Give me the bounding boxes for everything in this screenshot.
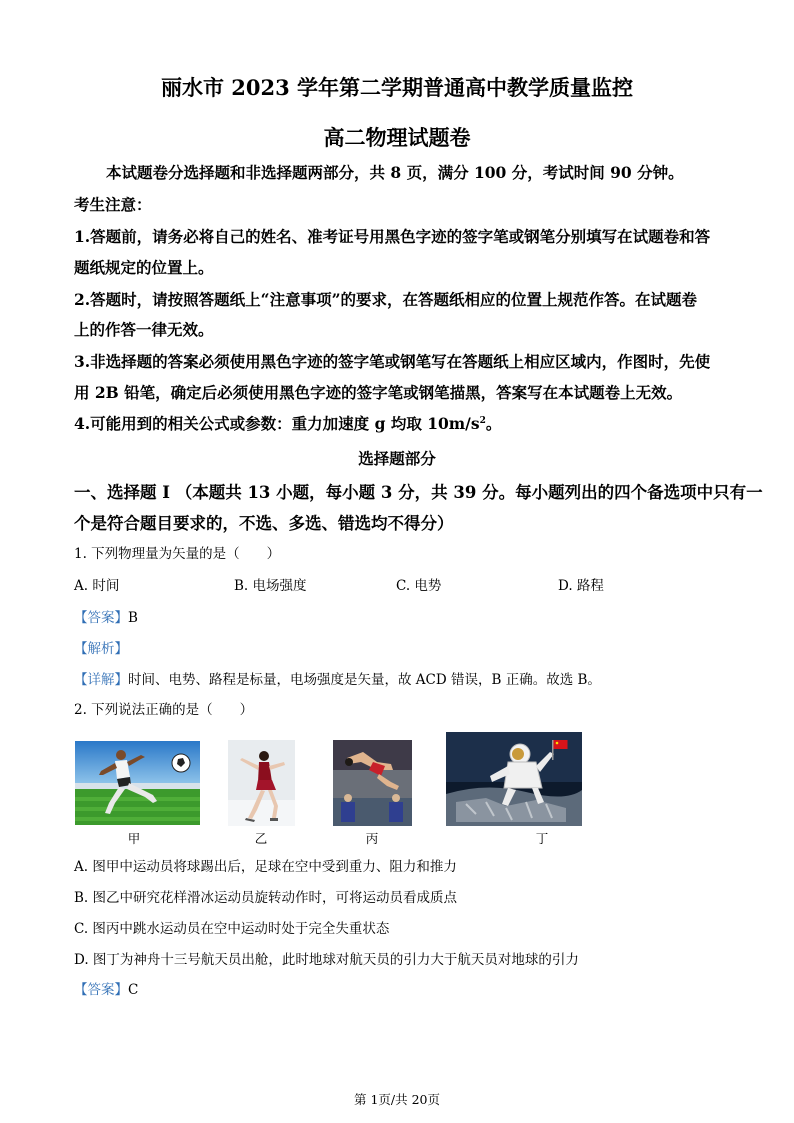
q2-option-d: D. 图丁为神舟十三号航天员出舱，此时地球对航天员的引力大于航天员对地球的引力 [74,952,579,968]
q2-answer-value: C [128,982,139,998]
page-footer: 第 1页/共 20页 [353,1092,441,1107]
notice-item-3: 3.非选择题的答案必须使用黑色字迹的签字笔或钢笔写在答题纸上相应区域内，作图时，先使 [74,352,711,371]
notice-item-4-end: 。 [485,414,502,433]
q2-caption-bing: 丙 [365,831,379,846]
q1-detail [74,668,601,688]
q1-analysis-tag: 【解析】 [74,641,128,657]
intro-text: 本试题卷分选择题和非选择题两部分，共 8 页，满分 100 分，考试时间 90 分钟。 [106,163,684,182]
q1-option-b: B. 电场强度 [234,578,307,594]
q2-image-astronaut [446,732,582,826]
notice-item-3-cont: 用 2B 铅笔，确定后必须使用黑色字迹的签字笔或钢笔描黑，答案写在本试题卷上无效。 [74,383,683,402]
q2-stem: 2. 下列说法正确的是（ ） [74,702,254,718]
notice-item-1: 1.答题前，请务必将自己的姓名、准考证号用黑色字迹的签字笔或钢笔分别填写在试题卷和答 [74,227,711,246]
q1-detail-tag: 【详解】 [74,672,128,688]
q2-option-c: C. 图丙中跳水运动员在空中运动时处于完全失重状态 [74,921,390,937]
section-heading: 选择题部分 [358,449,436,468]
notice-item-4-sup: 2 [479,415,486,426]
q2-image-skater [228,740,295,826]
q2-caption-yi: 乙 [254,831,268,846]
q1-answer-tag: 【答案】 [74,610,128,626]
q2-answer [74,978,138,998]
q1-option-a: A. 时间 [74,578,120,594]
notice-heading: 考生注意： [74,195,152,214]
q2-answer-tag: 【答案】 [74,982,128,998]
notice-item-2-cont: 上的作答一律无效。 [74,320,214,339]
q2-caption-jia: 甲 [127,831,141,846]
q2-caption-ding: 丁 [535,831,549,846]
q1-stem: 1. 下列物理量为矢量的是（ ） [74,546,281,562]
soccer-photo-icon [75,741,200,825]
exam-title: 丽水市 2023 学年第二学期普通高中教学质量监控 [160,75,634,100]
q2-image-diver [333,740,412,826]
astronaut-photo-icon [446,732,582,826]
part1-instructions-cont: 个是符合题目要求的，不选、多选、错选均不得分） [74,514,454,533]
notice-item-4-text: 4.可能用到的相关公式或参数：重力加速度 g 均取 10m/s [74,414,480,433]
q1-answer [74,606,138,626]
notice-item-1-cont: 题纸规定的位置上。 [74,258,214,277]
q1-option-c: C. 电势 [396,578,442,594]
q1-detail-text: 时间、电势、路程是标量，电场强度是矢量，故 ACD 错误，B 正确。故选 B。 [128,672,601,688]
exam-subtitle: 高二物理试题卷 [323,125,471,150]
notice-item-2: 2.答题时，请按照答题纸上“注意事项”的要求，在答题纸相应的位置上规范作答。在试题卷 [74,290,698,309]
q2-image-soccer [75,741,200,825]
notice-item-4 [74,412,501,434]
q1-option-d: D. 路程 [558,578,604,594]
diver-photo-icon [333,740,412,826]
q2-option-b: B. 图乙中研究花样滑冰运动员旋转动作时，可将运动员看成质点 [74,890,458,906]
q1-answer-value: B [128,610,138,626]
figure-skater-photo-icon [228,740,295,826]
part1-instructions: 一、选择题 I （本题共 13 小题，每小题 3 分，共 39 分。每小题列出的四个备选项中只有一 [74,483,763,502]
q2-option-a: A. 图甲中运动员将球踢出后，足球在空中受到重力、阻力和推力 [74,859,457,875]
